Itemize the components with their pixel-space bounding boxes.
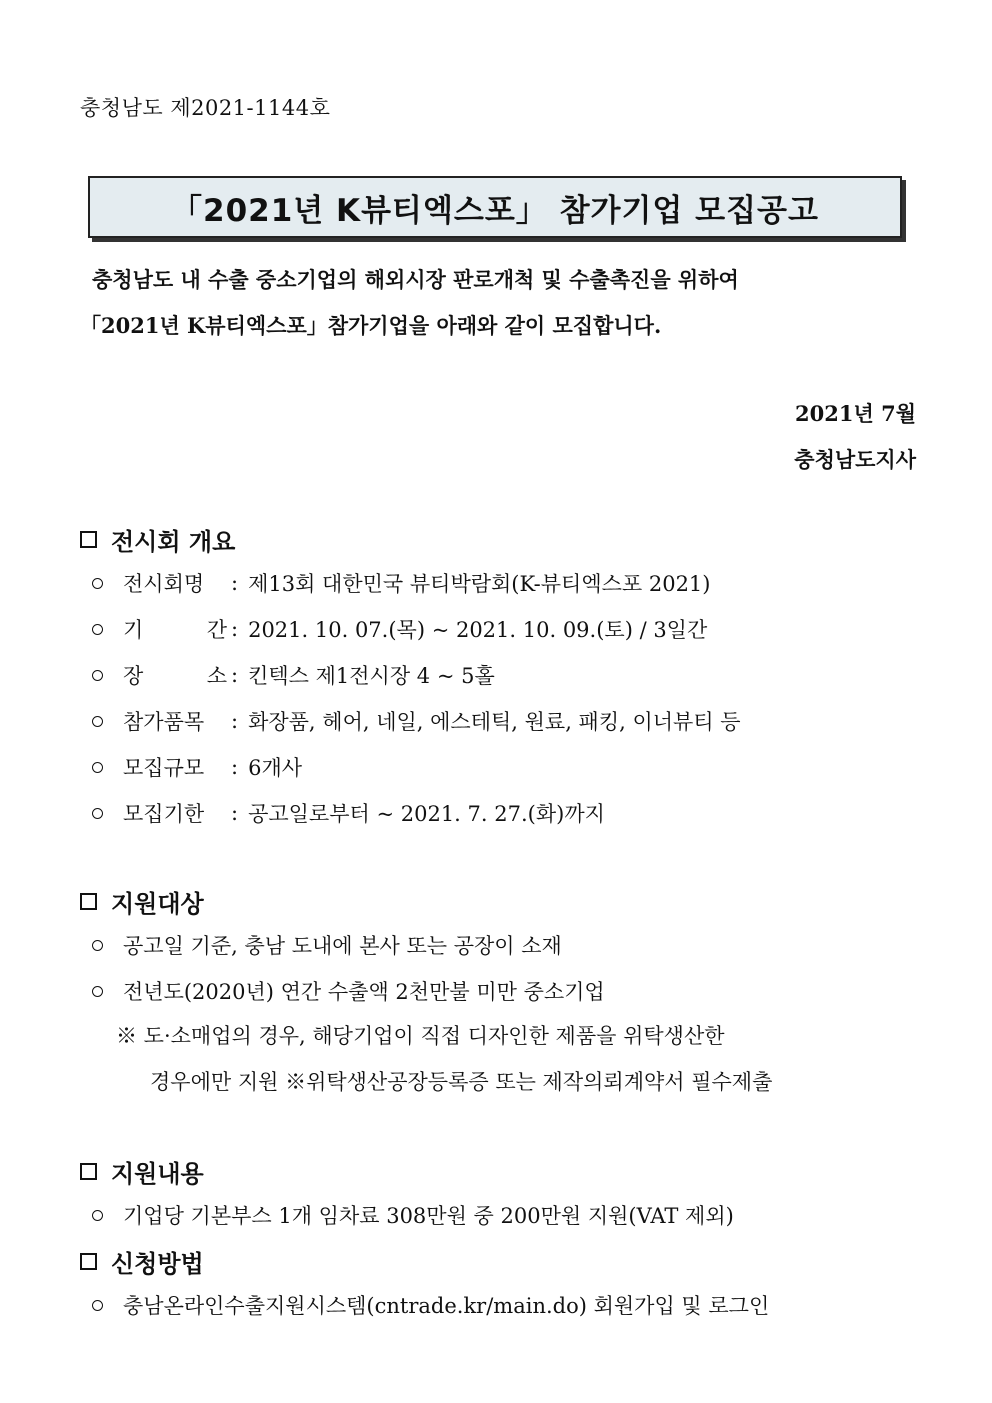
- item-label-part: 장: [123, 664, 144, 688]
- circle-bullet-icon: [92, 578, 103, 589]
- section-eligibility-heading: [80, 884, 204, 919]
- item-value: 제13회 대한민국 뷰티박람회(K-뷰티엑스포 2021): [248, 572, 711, 596]
- item-colon: :: [231, 663, 239, 687]
- item-label: 참가품목: [123, 710, 205, 734]
- item-text: 전년도(2020년) 연간 수출액 2천만불 미만 중소기업: [123, 980, 605, 1004]
- square-bullet-icon: [80, 1253, 97, 1270]
- item-label-part: 간: [206, 618, 227, 642]
- intro-line-1: 충청남도 내 수출 중소기업의 해외시장 판로개척 및 수출촉진을 위하여: [92, 267, 739, 292]
- circle-bullet-icon: [92, 670, 103, 681]
- title-box: [88, 176, 902, 238]
- item-text: 충남온라인수출지원시스템(cntrade.kr/main.do) 회원가입 및 로그인: [123, 1294, 770, 1318]
- document-title: 「2021년 K뷰티엑스포」 참가기업 모집공고: [171, 192, 819, 229]
- item-label: [123, 660, 227, 690]
- item-colon: :: [231, 709, 239, 733]
- intro-line-2: 「2021년 K뷰티엑스포」참가기업을 아래와 같이 모집합니다.: [80, 313, 662, 338]
- item-value: 킨텍스 제1전시장 4 ~ 5홀: [248, 664, 495, 688]
- circle-bullet-icon: [92, 808, 103, 819]
- circle-bullet-icon: [92, 624, 103, 635]
- issuer: 충청남도지사: [794, 447, 916, 472]
- overview-item: [92, 660, 495, 690]
- circle-bullet-icon: [92, 762, 103, 773]
- eligibility-item: [92, 930, 562, 960]
- square-bullet-icon: [80, 531, 97, 548]
- item-text: 공고일 기준, 충남 도내에 본사 또는 공장이 소재: [123, 934, 562, 958]
- item-label: 모집기한: [123, 802, 205, 826]
- eligibility-note-line-1: ※ 도·소매업의 경우, 해당기업이 직접 디자인한 제품을 위탁생산한: [116, 1024, 725, 1048]
- square-bullet-icon: [80, 1163, 97, 1180]
- support-item: [92, 1200, 734, 1230]
- circle-bullet-icon: [92, 1210, 103, 1221]
- section-title: 지원대상: [111, 890, 204, 918]
- item-colon: :: [231, 617, 239, 641]
- apply-item: [92, 1290, 769, 1320]
- eligibility-note-line-2: 경우에만 지원 ※위탁생산공장등록증 또는 제작의뢰계약서 필수제출: [150, 1070, 773, 1094]
- item-value: 화장품, 헤어, 네일, 에스테틱, 원료, 패킹, 이너뷰티 등: [248, 710, 741, 734]
- item-value: 6개사: [248, 756, 303, 780]
- section-overview-heading: [80, 522, 235, 557]
- overview-item: [92, 706, 741, 736]
- section-support-heading: [80, 1154, 204, 1189]
- section-title: 지원내용: [111, 1160, 204, 1188]
- circle-bullet-icon: [92, 716, 103, 727]
- document-number: 충청남도 제2021-1144호: [80, 96, 331, 120]
- section-apply-heading: [80, 1244, 204, 1279]
- overview-item: [92, 752, 302, 782]
- item-colon: :: [231, 755, 239, 779]
- eligibility-item: [92, 976, 605, 1006]
- item-label: 전시회명: [123, 572, 205, 596]
- circle-bullet-icon: [92, 1300, 103, 1311]
- item-label-part: 기: [123, 618, 144, 642]
- circle-bullet-icon: [92, 986, 103, 997]
- item-text: 기업당 기본부스 1개 임차료 308만원 중 200만원 지원(VAT 제외): [123, 1204, 734, 1228]
- section-title: 전시회 개요: [111, 528, 236, 556]
- item-label-part: 소: [206, 664, 227, 688]
- overview-item: [92, 568, 711, 598]
- issue-date: 2021년 7월: [795, 401, 916, 426]
- square-bullet-icon: [80, 893, 97, 910]
- item-label: [123, 614, 227, 644]
- section-title: 신청방법: [111, 1250, 204, 1278]
- item-value: 공고일로부터 ~ 2021. 7. 27.(화)까지: [248, 802, 605, 826]
- item-colon: :: [231, 571, 239, 595]
- overview-item: [92, 614, 707, 644]
- item-value: 2021. 10. 07.(목) ~ 2021. 10. 09.(토) / 3일간: [248, 618, 708, 642]
- item-label: 모집규모: [123, 756, 205, 780]
- overview-item: [92, 798, 605, 828]
- circle-bullet-icon: [92, 940, 103, 951]
- item-colon: :: [231, 801, 239, 825]
